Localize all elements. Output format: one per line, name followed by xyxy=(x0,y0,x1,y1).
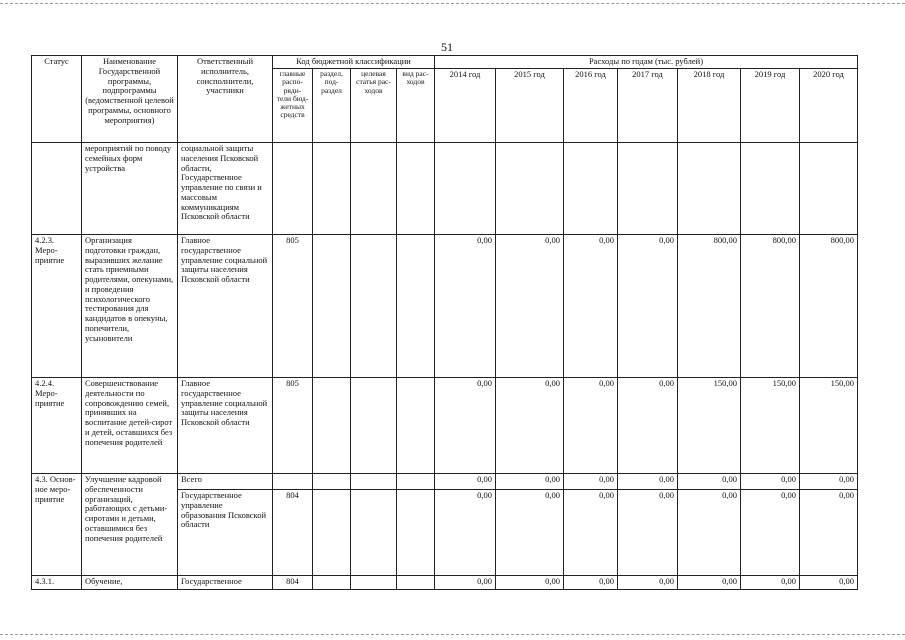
razdel-cell xyxy=(313,490,351,576)
name-cell: Организация подготовки граждан, выразивших желание стать приемными родителями, опекунами, и проведения психологического тестирования для кандидатов в опекуны, попечители, усыновители xyxy=(82,235,178,378)
responsible-cell: Всего xyxy=(178,474,273,490)
value-cell: 0,00 xyxy=(800,576,858,590)
header-year: 2019 год xyxy=(741,69,800,143)
grbs-cell xyxy=(273,474,313,490)
status-cell: 4.3.1. xyxy=(32,576,82,590)
value-cell: 0,00 xyxy=(435,235,496,378)
value-cell: 0,00 xyxy=(435,474,496,490)
csr-cell xyxy=(351,378,397,474)
responsible-cell: социальной защиты населения Псковской области, Государственное управление по связи и массовым коммуникациям Псковской области xyxy=(178,143,273,235)
value-cell: 0,00 xyxy=(564,235,618,378)
status-cell: 4.3. Основ- ное меро- приятие xyxy=(32,474,82,576)
responsible-cell: Государственное управление образования Псковской области xyxy=(178,490,273,576)
value-cell: 0,00 xyxy=(678,576,741,590)
header-year: 2018 год xyxy=(678,69,741,143)
value-cell: 0,00 xyxy=(496,490,564,576)
value-cell xyxy=(800,143,858,235)
csr-cell xyxy=(351,235,397,378)
csr-cell xyxy=(351,143,397,235)
value-cell: 800,00 xyxy=(678,235,741,378)
budget-table xyxy=(31,55,858,590)
status-cell: 4.2.4. Меро- приятие xyxy=(32,378,82,474)
value-cell: 0,00 xyxy=(741,490,800,576)
vr-cell xyxy=(397,490,435,576)
value-cell: 0,00 xyxy=(741,474,800,490)
vr-cell xyxy=(397,576,435,590)
table-row xyxy=(32,143,858,235)
razdel-cell xyxy=(313,143,351,235)
table-row xyxy=(32,474,858,490)
value-cell xyxy=(678,143,741,235)
value-cell: 0,00 xyxy=(435,378,496,474)
header-year: 2020 год xyxy=(800,69,858,143)
value-cell: 0,00 xyxy=(496,576,564,590)
value-cell: 0,00 xyxy=(564,576,618,590)
header-row-1 xyxy=(32,56,858,69)
grbs-cell: 805 xyxy=(273,378,313,474)
value-cell: 0,00 xyxy=(564,474,618,490)
name-cell: мероприятий по поводу семейных форм устройства xyxy=(82,143,178,235)
header-razdel: раздел, под- раздел xyxy=(313,69,351,143)
csr-cell xyxy=(351,474,397,490)
value-cell xyxy=(564,143,618,235)
razdel-cell xyxy=(313,235,351,378)
scan-edge-top xyxy=(0,3,905,5)
header-year: 2017 год xyxy=(618,69,678,143)
value-cell: 800,00 xyxy=(741,235,800,378)
vr-cell xyxy=(397,235,435,378)
header-year: 2015 год xyxy=(496,69,564,143)
value-cell: 150,00 xyxy=(741,378,800,474)
value-cell: 0,00 xyxy=(741,576,800,590)
value-cell: 0,00 xyxy=(800,474,858,490)
grbs-cell: 805 xyxy=(273,235,313,378)
status-cell: 4.2.3. Меро- приятие xyxy=(32,235,82,378)
value-cell: 0,00 xyxy=(678,474,741,490)
value-cell: 0,00 xyxy=(618,576,678,590)
table-row xyxy=(32,235,858,378)
value-cell: 150,00 xyxy=(800,378,858,474)
csr-cell xyxy=(351,490,397,576)
vr-cell xyxy=(397,474,435,490)
header-name: Наименование Государственной программы, подпрограммы (ведомственной целевой программы, основного мероприятия) xyxy=(82,56,178,143)
razdel-cell xyxy=(313,378,351,474)
grbs-cell xyxy=(273,143,313,235)
name-cell: Улучшение кадровой обеспеченности организаций, работающих с детьми-сиротами и детьми, оставшимися без попечения родителей xyxy=(82,474,178,576)
table-row xyxy=(32,378,858,474)
header-budget-code: Код бюджетной классификации xyxy=(273,56,435,69)
razdel-cell xyxy=(313,474,351,490)
value-cell: 0,00 xyxy=(618,378,678,474)
header-vr: вид рас- ходов xyxy=(397,69,435,143)
status-cell xyxy=(32,143,82,235)
header-grbs: главные распо- ряди- тели бюд- жетных средств xyxy=(273,69,313,143)
value-cell: 0,00 xyxy=(800,490,858,576)
value-cell: 800,00 xyxy=(800,235,858,378)
header-year: 2014 год xyxy=(435,69,496,143)
responsible-cell: Государственное xyxy=(178,576,273,590)
responsible-cell: Главное государственное управление социальной защиты населения Псковской области xyxy=(178,235,273,378)
value-cell: 0,00 xyxy=(564,378,618,474)
responsible-cell: Главное государственное управление социальной защиты населения Псковской области xyxy=(178,378,273,474)
page-number: 51 xyxy=(441,40,453,54)
value-cell xyxy=(435,143,496,235)
csr-cell xyxy=(351,576,397,590)
value-cell: 0,00 xyxy=(435,576,496,590)
vr-cell xyxy=(397,378,435,474)
grbs-cell: 804 xyxy=(273,490,313,576)
value-cell: 0,00 xyxy=(564,490,618,576)
header-status: Статус xyxy=(32,56,82,143)
scan-edge-bottom xyxy=(0,634,905,636)
value-cell: 0,00 xyxy=(618,474,678,490)
value-cell: 150,00 xyxy=(678,378,741,474)
value-cell: 0,00 xyxy=(435,490,496,576)
name-cell: Совершенствование деятельности по сопровождению семей, принявших на воспитание детей-сирот и детей, оставшихся без попечения родителей xyxy=(82,378,178,474)
header-year: 2016 год xyxy=(564,69,618,143)
value-cell xyxy=(496,143,564,235)
name-cell: Обучение, xyxy=(82,576,178,590)
header-csr: целевая статья рас- ходов xyxy=(351,69,397,143)
value-cell xyxy=(618,143,678,235)
value-cell: 0,00 xyxy=(496,378,564,474)
value-cell xyxy=(741,143,800,235)
grbs-cell: 804 xyxy=(273,576,313,590)
value-cell: 0,00 xyxy=(678,490,741,576)
vr-cell xyxy=(397,143,435,235)
value-cell: 0,00 xyxy=(618,490,678,576)
table-row xyxy=(32,576,858,590)
value-cell: 0,00 xyxy=(496,474,564,490)
value-cell: 0,00 xyxy=(618,235,678,378)
header-expenses: Расходы по годам (тыс. рублей) xyxy=(435,56,858,69)
razdel-cell xyxy=(313,576,351,590)
value-cell: 0,00 xyxy=(496,235,564,378)
header-responsible: Ответственный исполнитель, соисполнители, участники xyxy=(178,56,273,143)
